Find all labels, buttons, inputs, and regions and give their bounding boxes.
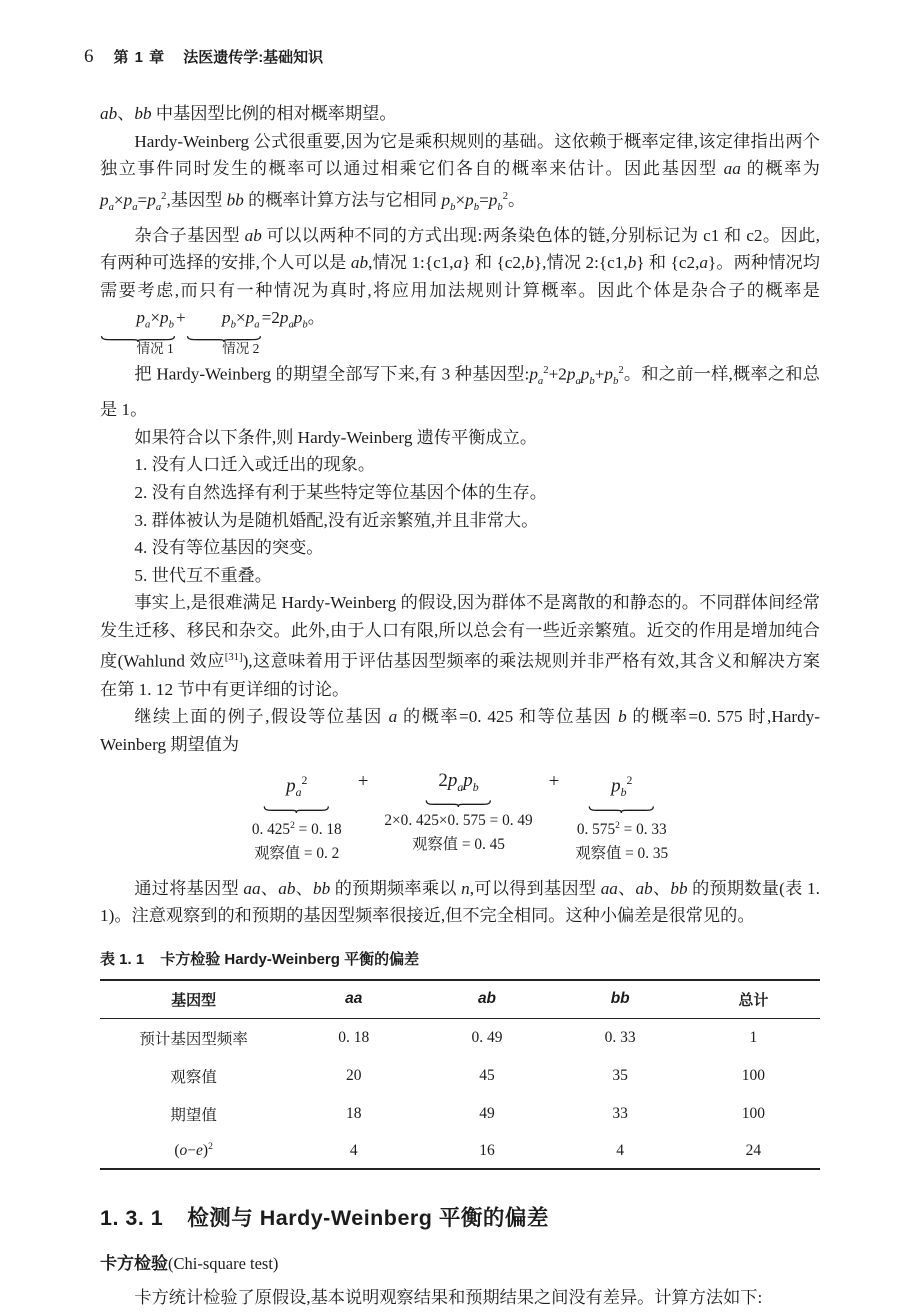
paragraph-product-rule: Hardy-Weinberg 公式很重要,因为它是乘积规则的基础。这依赖于概率定律,该定律指出两个独立事件同时发生的概率可以通过相乘它们各自的概率来估计。因此基因型 aa 的概率为 $p_a\times p_a=p_a^2$,基因型 bb 的概率计算方法与它相同 $p_b\times p_b=p_b^2$。: [100, 131, 820, 213]
list-item: 2. 没有自然选择有利于某些特定等位基因个体的生存。: [134, 482, 547, 502]
running-head-title: 法医遗传学:基础知识: [183, 49, 324, 66]
table-cell: 18: [346, 1104, 362, 1122]
case2-label: 情况 2: [222, 341, 260, 357]
table-header-cell: 基因型: [100, 980, 287, 1019]
plus-operator: +: [357, 770, 369, 792]
list-item: 1. 没有人口迁入或迁出的现象。: [134, 455, 376, 475]
subsection-title-en: (Chi-square test): [168, 1254, 279, 1274]
table-cell: 20: [346, 1066, 362, 1084]
table-header-cell: 总计: [687, 980, 820, 1019]
table-cell: 45: [479, 1066, 495, 1084]
table-body: [100, 1018, 820, 1169]
term-observed-value: 观察值 = 0. 2: [254, 844, 340, 862]
paragraph-heterozygote-text: 杂合子基因型 ab 可以以两种不同的方式出现:两条染色体的链,分别标记为 c1 和 c2。因此,有两种可选择的安排,个人可以是 ab,情况 1:{c1,a} 和 {c2,b},情况 2:{c1,b} 和 {c2,a}。两种情况均需要考虑,而只有一种情况为真时,将应用加法规则计算概率。因此个体是杂合子的概率是: [100, 225, 820, 300]
section-title: 检测与 Hardy-Weinberg 平衡的偏差: [187, 1206, 549, 1231]
term-observed-value: 观察值 = 0. 35: [575, 844, 669, 862]
term-observed-value: 观察值 = 0. 45: [412, 836, 505, 854]
underbrace-case2: [186, 304, 262, 357]
table-row: [100, 1095, 820, 1133]
table-cell: 4: [616, 1141, 625, 1159]
table-header-row: [100, 980, 820, 1019]
term-expression: $2p_ap_b$: [438, 769, 479, 794]
paragraph-expected-counts: 通过将基因型 aa、ab、bb 的预期频率乘以 n,可以得到基因型 aa、ab、bb 的预期数量(表 1. 1)。注意观察到的和预期的基因型频率很接近,但不完全相同。这种小偏差是很常见的。: [100, 878, 820, 926]
section-heading: [100, 1204, 820, 1232]
formula-term: [252, 769, 342, 863]
term-calculation: 0. $425^2 = 0$. 18: [251, 820, 342, 838]
paragraph-example: 继续上面的例子,假设等位基因 a 的概率=0. 425 和等位基因 b 的概率=0. 575 时,Hardy-Weinberg 期望值为: [100, 707, 820, 754]
plus-operator: +: [548, 770, 560, 792]
table-caption: [100, 950, 820, 970]
row-label: 预计基因型频率: [139, 1030, 248, 1048]
table-row: [100, 1133, 820, 1169]
page-content: [100, 100, 820, 1312]
page-number: 6: [84, 46, 94, 67]
plus-operator: +: [175, 308, 186, 328]
table-caption-label: 表 1. 1: [100, 950, 145, 968]
conditions-list: [100, 451, 820, 589]
hw-formula: [100, 769, 820, 863]
table-header-cell: ab: [420, 980, 553, 1019]
paragraph-heterozygote-tail: $=2p_ap_b$。: [261, 308, 325, 331]
list-item: 4. 没有等位基因的突变。: [134, 538, 324, 558]
table-header-cell: bb: [554, 980, 687, 1019]
table-row: [100, 1057, 820, 1095]
table-cell: 4: [349, 1141, 358, 1159]
table-cell: 33: [612, 1104, 628, 1122]
section-number: 1. 3. 1: [100, 1206, 164, 1231]
term-calculation: 0. $575^2 = 0$. 33: [576, 820, 667, 838]
subsection-title-zh: 卡方检验: [100, 1254, 168, 1274]
paragraph-intro: ab、bb 中基因型比例的相对概率期望。: [100, 104, 397, 123]
row-label: 期望值: [170, 1106, 217, 1124]
table-row: [100, 1018, 820, 1057]
table-cell: 1: [749, 1028, 758, 1046]
paragraph-heterozygote: [100, 222, 820, 358]
formula-term: [384, 769, 532, 855]
formula-term: [575, 769, 668, 863]
underbrace-icon: [263, 805, 330, 813]
table-cell: 24: [745, 1141, 762, 1159]
table-caption-text: 卡方检验 Hardy-Weinberg 平衡的偏差: [160, 950, 420, 968]
subsection-heading: [100, 1252, 820, 1276]
running-head: [84, 46, 820, 68]
list-item: 3. 群体被认为是随机婚配,没有近亲繁殖,并且非常大。: [134, 510, 539, 530]
term-expression: $p_b^2$: [611, 773, 633, 799]
paragraph-chi-square: 卡方统计检验了原假设,基本说明观察结果和预期结果之间没有差异。计算方法如下:: [134, 1288, 763, 1308]
table-cell: 16: [479, 1141, 495, 1159]
table-header-cell: aa: [287, 980, 420, 1019]
table-cell: 0. 49: [471, 1028, 503, 1046]
chapter-label: 第 1 章: [113, 49, 166, 66]
table-cell: 49: [479, 1104, 495, 1122]
paragraph-conditions-intro: 如果符合以下条件,则 Hardy-Weinberg 遗传平衡成立。: [134, 427, 538, 447]
table-cell: 0. 33: [604, 1028, 636, 1046]
table-cell: 0. 18: [338, 1028, 370, 1046]
table-cell: 100: [741, 1066, 765, 1084]
row-label: $(o-e)^2$: [174, 1140, 213, 1160]
paragraph-assumptions: 事实上,是很难满足 Hardy-Weinberg 的假设,因为群体不是离散的和静态的。不同群体间经常发生迁移、移民和杂交。此外,由于人口有限,所以总会有一些近亲繁殖。近交的作用是增加纯合度(Wahlund 效应[31]),这意味着用于评估基因型频率的乘法规则并非严格有效,其含义和解决方案在第 1. 12 节中有更详细的讨论。: [100, 593, 820, 699]
underbrace-case1: [100, 304, 176, 357]
case1-expression: $p_a\times p_b$: [136, 308, 174, 331]
term-calculation: 2×0. 425×0. 575 = 0. 49: [384, 812, 533, 830]
row-label: 观察值: [170, 1068, 217, 1086]
list-item: 5. 世代互不重叠。: [134, 565, 272, 585]
hw-deviation-table: [100, 979, 820, 1170]
table-cell: 35: [612, 1066, 628, 1084]
case1-label: 情况 1: [136, 341, 174, 357]
underbrace-icon: [425, 799, 492, 807]
case2-expression: $p_b\times p_a$: [222, 308, 260, 331]
paragraph-three-genotypes: 把 Hardy-Weinberg 的期望全部写下来,有 3 种基因型$:p_a^2+2p_ap_b+p_b^2$。和之前一样,概率之和总是 1。: [100, 365, 820, 420]
table-cell: 100: [741, 1104, 765, 1122]
underbrace-icon: [588, 805, 655, 813]
term-expression: $p_a^2$: [286, 773, 308, 799]
